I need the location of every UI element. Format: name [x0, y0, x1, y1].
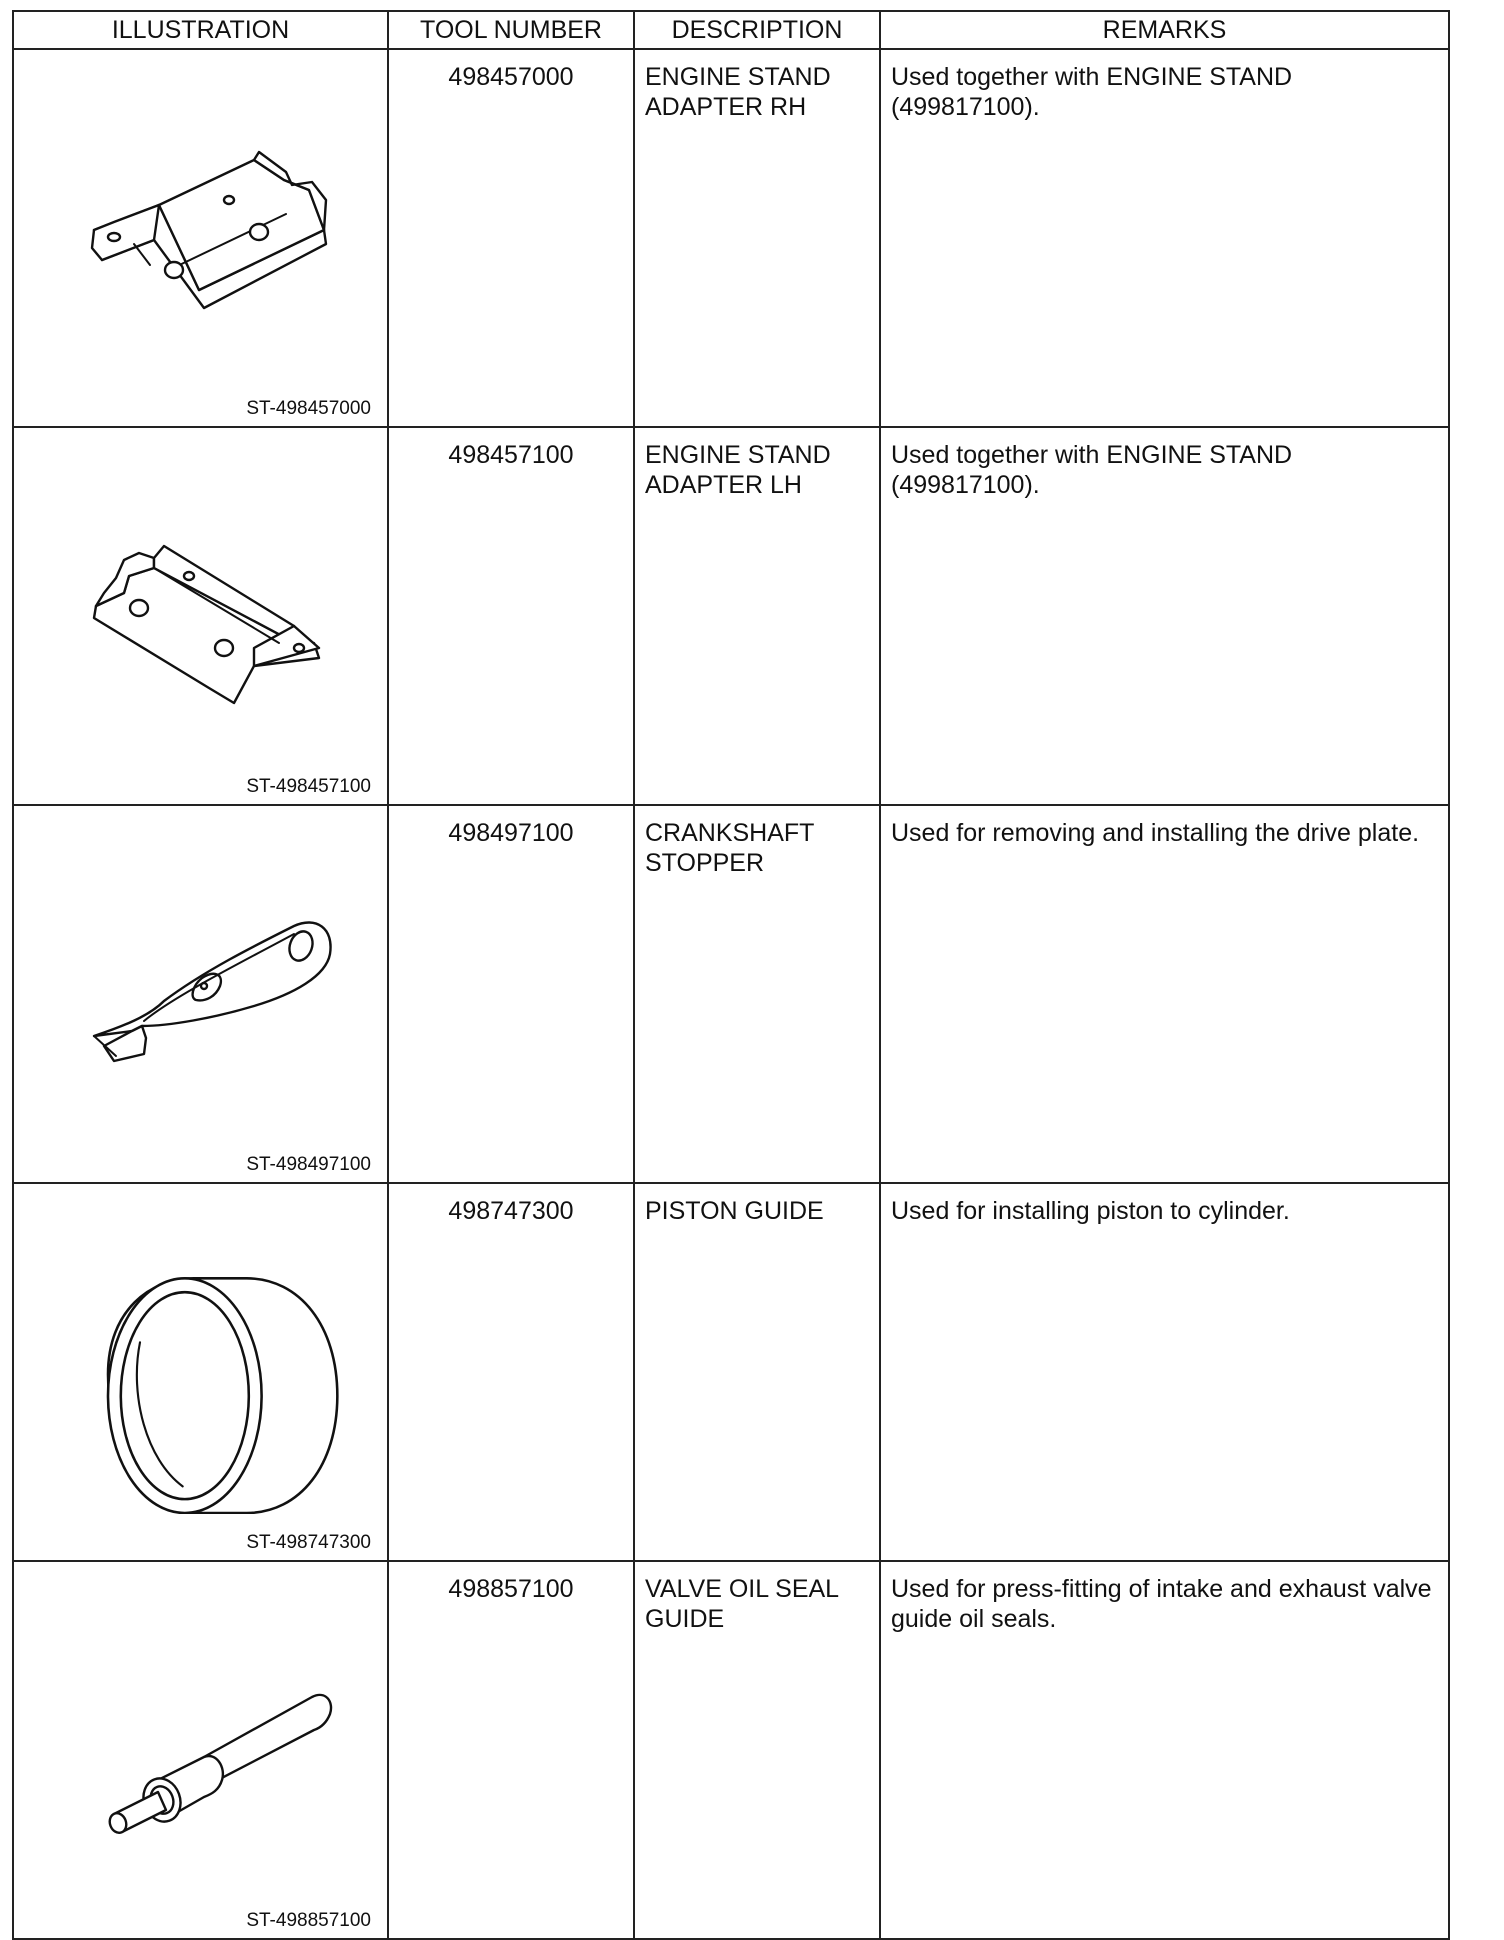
header-description: DESCRIPTION [634, 11, 880, 49]
remarks-cell: Used for removing and installing the drive plate. [880, 805, 1449, 1183]
table-row [13, 427, 1449, 805]
tool-number-cell: 498457100 [388, 427, 634, 805]
special-tools-table [12, 10, 1450, 1940]
illustration-cell [13, 1183, 388, 1561]
description-cell: ENGINE STAND ADAPTER RH [634, 49, 880, 427]
illustration-code: ST-498747300 [246, 1532, 371, 1553]
engine-stand-adapter-lh-icon [54, 498, 354, 728]
piston-guide-icon [44, 1224, 364, 1514]
illustration-code: ST-498457000 [246, 398, 371, 419]
crankshaft-stopper-icon [54, 876, 354, 1106]
header-illustration: ILLUSTRATION [13, 11, 388, 49]
header-tool-number: TOOL NUMBER [388, 11, 634, 49]
remarks-cell: Used together with ENGINE STAND (499817100). [880, 49, 1449, 427]
table-row [13, 805, 1449, 1183]
remarks-cell: Used together with ENGINE STAND (499817100). [880, 427, 1449, 805]
illustration-code: ST-498857100 [246, 1910, 371, 1931]
table-row [13, 1561, 1449, 1939]
table-header-row [13, 11, 1449, 49]
valve-oil-seal-guide-icon [54, 1632, 354, 1862]
description-cell: CRANKSHAFT STOPPER [634, 805, 880, 1183]
tool-number-cell: 498857100 [388, 1561, 634, 1939]
illustration-code: ST-498457100 [246, 776, 371, 797]
illustration-code: ST-498497100 [246, 1154, 371, 1175]
description-cell: ENGINE STAND ADAPTER LH [634, 427, 880, 805]
illustration-cell [13, 805, 388, 1183]
table-row [13, 49, 1449, 427]
description-cell: PISTON GUIDE [634, 1183, 880, 1561]
remarks-cell: Used for installing piston to cylinder. [880, 1183, 1449, 1561]
illustration-cell [13, 49, 388, 427]
tool-number-cell: 498747300 [388, 1183, 634, 1561]
illustration-cell [13, 427, 388, 805]
table-row [13, 1183, 1449, 1561]
engine-stand-adapter-rh-icon [54, 120, 354, 350]
remarks-cell: Used for press-fitting of intake and exhaust valve guide oil seals. [880, 1561, 1449, 1939]
tool-number-cell: 498457000 [388, 49, 634, 427]
illustration-cell [13, 1561, 388, 1939]
tool-number-cell: 498497100 [388, 805, 634, 1183]
description-cell: VALVE OIL SEAL GUIDE [634, 1561, 880, 1939]
header-remarks: REMARKS [880, 11, 1449, 49]
